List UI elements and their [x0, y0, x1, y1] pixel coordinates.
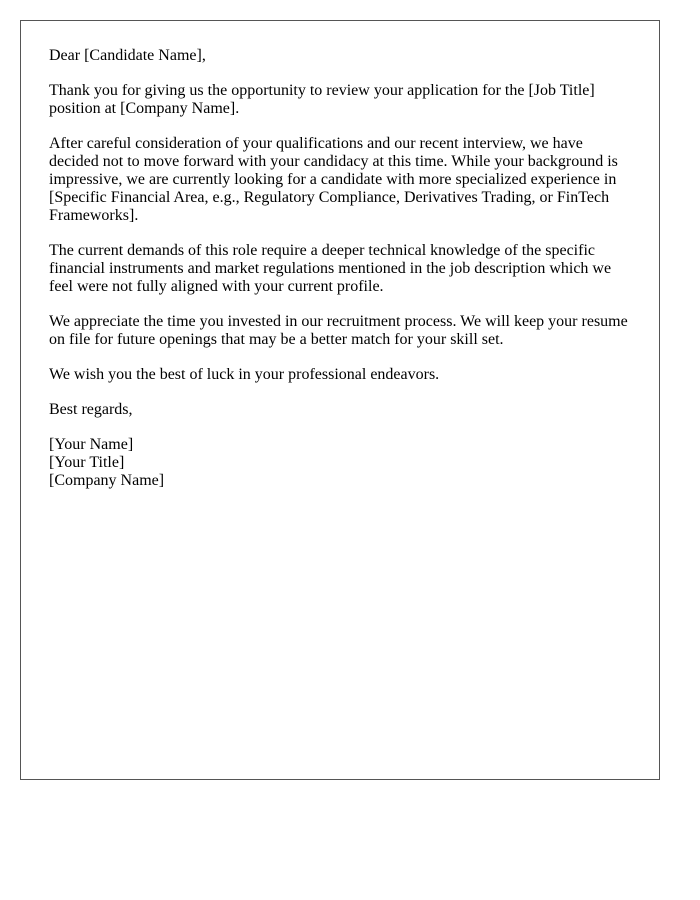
paragraph-wishes: We wish you the best of luck in your professional endeavors.	[49, 366, 440, 383]
salutation: Dear [Candidate Name],	[49, 47, 206, 64]
signature-name: [Your Name]	[49, 436, 134, 453]
closing: Best regards,	[49, 401, 133, 418]
signature-title: [Your Title]	[49, 454, 125, 471]
signature-block	[49, 436, 631, 490]
paragraph-decision: After careful consideration of your qualifications and our recent interview, we have decided not to move forward with your candidacy at this time. While your background is impressive, we are currently looking for a candidate with more specialized experience in [Specific Financial Area, e.g., Regulatory Compliance, Derivatives Trading, or FinTech Frameworks].	[49, 135, 618, 224]
letter	[20, 20, 660, 780]
paragraph-reason: The current demands of this role require a deeper technical knowledge of the specific financial instruments and market regulations mentioned in the job description which we feel were not fully aligned with your current profile.	[49, 242, 612, 295]
paragraph-appreciation: We appreciate the time you invested in our recruitment process. We will keep your resume on file for future openings that may be a better match for your skill set.	[49, 313, 628, 348]
signature-company: [Company Name]	[49, 472, 165, 489]
paragraph-intro: Thank you for giving us the opportunity to review your application for the [Job Title] position at [Company Name].	[49, 82, 595, 117]
